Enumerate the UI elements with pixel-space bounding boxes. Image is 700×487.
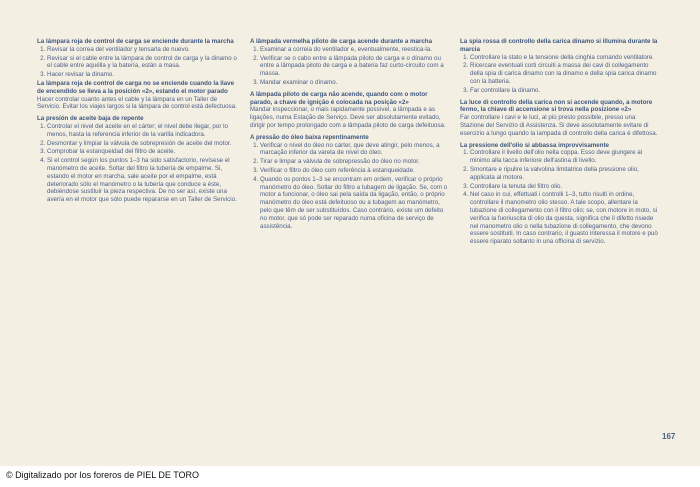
list-item: 2. Smontare e ripulire la valvolina limitatrice della pressione olio, applicata al motore.	[470, 166, 660, 182]
numbered-list	[37, 46, 237, 79]
section-paragraph: Far controllare i cavi e le luci, al più presto possibile, presso una Stazione del Servizio di Assistenza. Si deve assolutamente evitare di esercizio a lungo quando la lampada di controllo della carica è difettosa.	[460, 114, 658, 137]
italian-column	[460, 38, 660, 247]
list-item: 4. Si el control según los puntos 1–3 ha sido satisfactorio, revísese el manómetro de aceite. Soltar del filtro la tubería de empalme. Si, estando el motor en marcha, sale aceite por el empalme, está deteriorado sólo el manómetro o la tubería que conduce a éste, debiéndose sustituir la pieza respectiva. De no ser así, existe una avería en el motor que sólo puede repararse en un Taller de Servicio.	[47, 157, 237, 204]
section-heading: La presión de aceite baja de repente	[37, 115, 144, 123]
list-item: 3. Comprobar la estanqueidad del filtro de aceite.	[47, 148, 237, 156]
page-number: 167	[662, 432, 676, 441]
list-item: 2. Ricercare eventuali corti circuiti a massa dei cavi di collegamento della spia di carica dinamo con la dinamo e della spia carica dinamo con la batteria.	[470, 62, 660, 85]
numbered-list	[460, 54, 660, 95]
list-item: 1. Controllare il livello dell'olio nella coppa. Esso deve giungere al minimo alla tacca inferiore dell'astina di livello.	[470, 149, 660, 165]
list-item: 3. Hacer revisar la dinamo.	[47, 71, 237, 79]
section-heading: La spia rossa di controllo della carica dinamo si illumina durante la marcia	[460, 38, 658, 53]
section-heading: La lámpara roja de control de carga se enciende durante la marcha	[37, 38, 234, 45]
list-item: 1. Verificar o nível do óleo no cárter, que deve atingir, pelo menos, a marcação inferior da vareta de nível do óleo.	[260, 142, 450, 158]
list-item: 3. Far controllare la dinamo.	[470, 87, 660, 95]
list-item: 2. Revisar si el cable entre la lámpara de control de carga y la dinamo o el cable entre aquélla y la batería, están a masa.	[47, 55, 237, 71]
section-heading: La pressione dell'olio si abbassa improvvisamente	[460, 141, 609, 149]
scan-credit-footer	[0, 466, 700, 487]
list-item: 1. Controlar el nivel del aceite en el cárter; el nivel debe llegar, por lo menos, hasta la referencia inferior de la varilla indicadora.	[47, 123, 237, 139]
list-item: 4. Nel caso in cui, effettuati i controlli 1–3, tutto risulti in ordine, controllare il manometro olio stesso. A tale scopo, allentare la tubazione di collegamento con il filtro olio; se, con motore in moto, si verifica la fuoriuscita di olio da questa, significa che il difetto risiede nel manometro olio o nella tubazione di collegamento, che devono essere sostituiti. In caso contrario, il guasto interessa il motore e può essere riparato soltanto in una officina di servizio.	[470, 191, 660, 246]
list-item: 2. Desmontar y limpiar la válvula de sobrepresión de aceite del motor.	[47, 140, 237, 148]
section-heading: A pressão do óleo baixa repentinamente	[250, 133, 369, 141]
list-item: 3. Verificar o filtro do óleo com referência à estanqueidade.	[260, 167, 450, 175]
list-item: 3. Mandar examinar o dínamo.	[260, 79, 450, 87]
list-item: 1. Controllare la stato e la tensione della cinghia comando ventilatore.	[470, 54, 660, 62]
list-item: 1. Examinar a correia do ventilador e, eventualmente, reestica-la.	[260, 46, 450, 54]
section-heading: A lâmpada piloto de carga não acende, quando com o motor parado, a chave de ignição é colocada na posição «2»	[250, 90, 428, 106]
numbered-list	[250, 142, 450, 231]
numbered-list	[250, 46, 450, 87]
list-item: 2. Tirar e limpar a válvula de sobrepressão do óleo no motor.	[260, 158, 450, 166]
section-heading: A lâmpada vermelha piloto de carga acende durante a marcha	[250, 38, 433, 45]
section-paragraph: Mandar inspeccionar, o mais rapidamente possível, a lâmpada e as ligações, numa Estação de Serviço. Deve ser absolutamente evitado, dirigir por tempo prolongado com a lâmpada piloto de carga defeituosa.	[250, 106, 446, 129]
footer-text: © Digitalizado por los foreros de PIEL DE TORO	[6, 470, 200, 480]
list-item: 3. Controllare la tenuta del filtro olio.	[470, 183, 660, 191]
list-item: 1. Revisar la correa del ventilador y tensarla de nuevo.	[47, 46, 237, 54]
section-heading: La lámpara roja de control de carga no se enciende cuando la llave de encendido se lleva a la posición «2», estando el motor parado	[37, 79, 235, 95]
list-item: 4. Quando os pontos 1–3 se encontram em ordem, verificar o próprio manómetro do óleo. Soltar do filtro a tubagem de ligação. Se, com o motor a funcionar, o óleo sai pela saída da ligação, então, o próprio manómetro do óleo está defeituoso ou a tubagem ao manómetro, pelo que têm de ser substituídos. Caso contrário, existe um defeito no motor, que só pode ser reparado numa oficina de serviço de assistência.	[260, 176, 450, 231]
numbered-list	[460, 149, 660, 246]
numbered-list	[37, 123, 237, 204]
portuguese-column	[250, 38, 450, 231]
spanish-column	[37, 38, 237, 205]
section-heading: La luce di controllo della carica non si accende quando, a motore fermo, la chiave di accensione si trova nella posizione «2»	[460, 98, 653, 114]
list-item: 2. Verificar se o cabo entre a lâmpada piloto de carga e o dínamo ou entre a lâmpada piloto de carga e a bateria faz curto-circuito com a massa.	[260, 55, 450, 78]
section-paragraph: Hacer controlar cuanto antes el cable y la lámpara en un Taller de Servicio. Evitar los viajes largos si la lámpara de control está defectuosa.	[37, 95, 237, 111]
